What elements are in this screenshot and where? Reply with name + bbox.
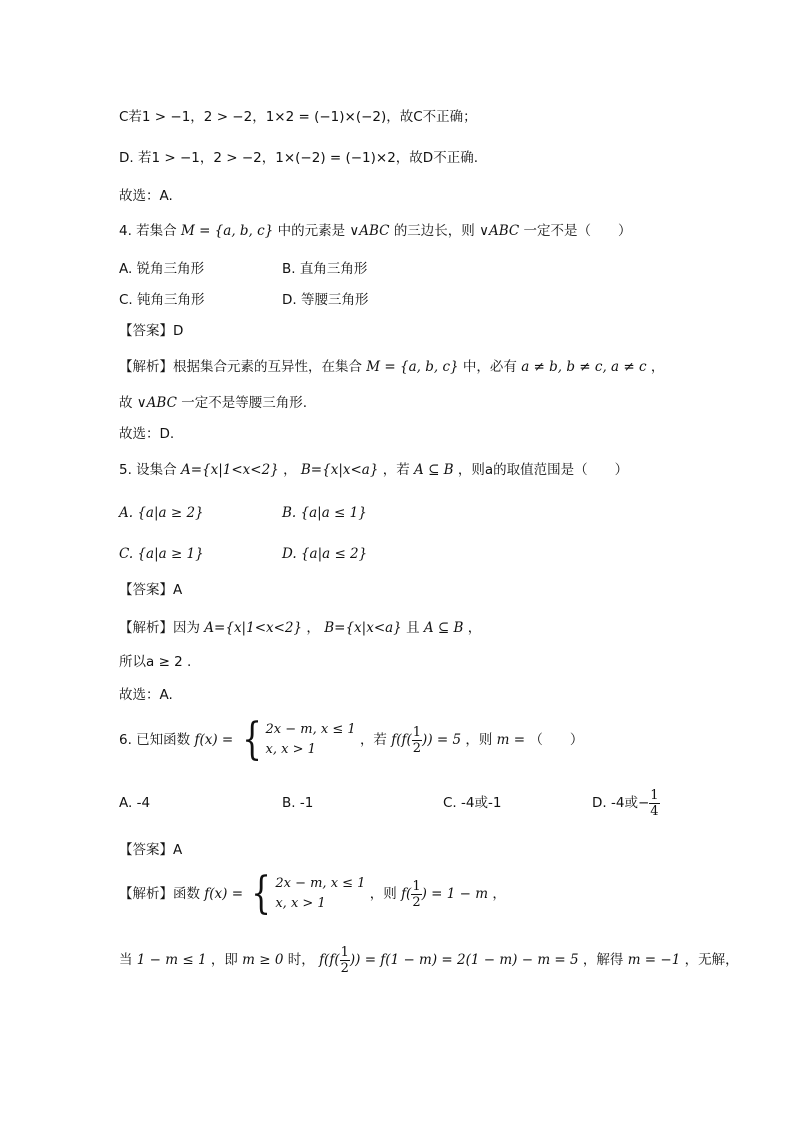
q6-l2-ff: f(f(	[319, 952, 340, 968]
q4-pre: 4. 若集合	[119, 223, 177, 239]
q6-mid: ，若	[359, 732, 387, 748]
q4-triangle-2: ∨ABC	[479, 223, 520, 239]
q6-exp-pre: 【解析】函数	[119, 886, 200, 902]
q5-option-a: A. {a|a ≥ 2}	[119, 505, 204, 521]
q6-case-2: x, x > 1	[265, 742, 316, 757]
q6-piecewise	[238, 714, 356, 765]
q5-exp-mid: 且	[406, 620, 420, 636]
q4-choice: 故选：D.	[119, 426, 175, 442]
q6-exp-mid: ，则	[369, 886, 397, 902]
q5-mid: ，若	[382, 462, 410, 478]
q5-exp-pre: 【解析】因为	[119, 620, 200, 636]
q4-option-b: B. 直角三角形	[282, 261, 368, 277]
q5-exp-relation: A ⊆ B	[423, 620, 464, 636]
q6-ff-end: )) = 5	[422, 732, 462, 748]
q6-exp-brace: {	[251, 868, 272, 919]
q6-answer: 【答案】A	[119, 842, 183, 858]
q6-exp-case-1: 2x − m, x ≤ 1	[275, 876, 366, 891]
q6-l2-when: 时，	[287, 952, 315, 968]
q6-l2-solve: ，解得	[582, 952, 624, 968]
q6-l2-m: m = −1	[627, 952, 681, 968]
q4-set: M = {a, b, c}	[180, 223, 274, 239]
question-5	[119, 460, 628, 480]
q5-post: ，则a的取值范围是（ ）	[457, 462, 629, 478]
q4-mid: 中的元素是	[277, 223, 346, 239]
q6-l2-end: ，无解，	[684, 952, 739, 968]
q5-pre: 5. 设集合	[119, 462, 177, 478]
q5-option-b: B. {a|a ≤ 1}	[282, 505, 367, 521]
q5-exp-sep: ，	[306, 620, 320, 636]
q6-paren: （ ）	[529, 732, 584, 748]
q6-ff: f(f(	[391, 732, 412, 748]
q6-post: ，则	[465, 732, 493, 748]
question-4	[119, 221, 632, 241]
q5-exp-set-b: B={x|x<a}	[324, 620, 402, 636]
q6-option-c: C. -4或-1	[443, 795, 502, 811]
q6-l2-calc: )) = f(1 − m) = 2(1 − m) − m = 5	[349, 952, 579, 968]
q6-l2-cond2: m ≥ 0	[242, 952, 284, 968]
q5-explanation	[119, 618, 481, 638]
q6-explanation-2	[119, 940, 739, 980]
q6-exp-f-end: ) = 1 − m	[421, 886, 489, 902]
q4-explanation	[119, 357, 664, 377]
q5-set-b: B={x|x<a}	[300, 462, 379, 478]
q6-half: $\frac{1}{2}$	[412, 724, 422, 756]
q5-option-d: D. {a|a ≤ 2}	[282, 546, 368, 562]
q6-exp-case-2: x, x > 1	[275, 896, 326, 911]
q4-option-c: C. 钝角三角形	[119, 292, 205, 308]
q6-exp-f: f(	[401, 886, 412, 902]
q6-exp-half: $\frac{1}{2}$	[412, 878, 421, 910]
q6-option-a: A. -4	[119, 795, 151, 811]
q6-pre: 6. 已知函数	[119, 732, 191, 748]
q6-exp-end: ，	[492, 886, 506, 902]
q6-m-eq: m =	[496, 732, 526, 748]
q6-l2-mid: ，即	[210, 952, 238, 968]
q6-explanation	[119, 868, 506, 919]
q6-l2-pre: 当	[119, 952, 133, 968]
q5-exp-set-a: A={x|1<x<2}	[204, 620, 303, 636]
q4-triangle: ∨ABC	[349, 223, 390, 239]
q5-exp-end: ，	[467, 620, 482, 636]
q4-exp-pre: 【解析】根据集合元素的互异性，在集合	[119, 359, 362, 375]
q6-case-1: 2x − m, x ≤ 1	[265, 722, 356, 737]
q4-option-a: A. 锐角三角形	[119, 261, 205, 277]
q5-relation: A ⊆ B	[414, 462, 454, 478]
question-6	[119, 714, 584, 765]
q5-answer: 【答案】A	[119, 582, 183, 598]
q6-brace: {	[241, 714, 262, 765]
q4-option-d: D. 等腰三角形	[282, 292, 369, 308]
q4-mid2: 的三边长，则	[393, 223, 475, 239]
q4-exp-end: ，	[650, 359, 665, 375]
q5-option-c: C. {a|a ≥ 1}	[119, 546, 204, 562]
q6-option-b: B. -1	[282, 795, 314, 811]
solution-line-d: D. 若1 > −1，2 > −2，1×(−2) = (−1)×2，故D不正确.	[119, 150, 478, 166]
q4-post: 一定不是（ ）	[523, 223, 632, 239]
q6-option-d: D. -4或− $\frac{1}{4}$	[592, 787, 659, 819]
q4-exp2-pre: 故	[119, 395, 133, 411]
q4-explanation-2	[119, 393, 307, 413]
q4-exp-set: M = {a, b, c}	[366, 359, 459, 375]
q4-answer: 【答案】D	[119, 323, 184, 339]
q6-exp-fx: f(x) =	[204, 886, 244, 902]
q6-exp-piecewise	[247, 868, 366, 919]
q5-set-a: A={x|1<x<2}	[180, 462, 279, 478]
q4-exp2-triangle: ∨ABC	[136, 395, 177, 411]
q4-exp-cond: a ≠ b, b ≠ c, a ≠ c	[521, 359, 647, 375]
q6-option-d-fraction: $\frac{1}{4}$	[650, 787, 659, 819]
solution-line-c: C若1 > −1，2 > −2，1×2 = (−1)×(−2)，故C不正确；	[119, 109, 477, 125]
q4-exp-mid: 中，必有	[462, 359, 517, 375]
q6-l2-half: $\frac{1}{2}$	[340, 944, 349, 976]
q5-explanation-2: 所以a ≥ 2 .	[119, 654, 192, 670]
q6-l2-cond: 1 − m ≤ 1	[136, 952, 207, 968]
q4-exp2-post: 一定不是等腰三角形.	[181, 395, 308, 411]
q6-fx: f(x) =	[194, 732, 234, 748]
choice-line: 故选：A.	[119, 188, 173, 204]
q5-sep: ，	[283, 462, 297, 478]
q5-choice: 故选：A.	[119, 687, 173, 703]
